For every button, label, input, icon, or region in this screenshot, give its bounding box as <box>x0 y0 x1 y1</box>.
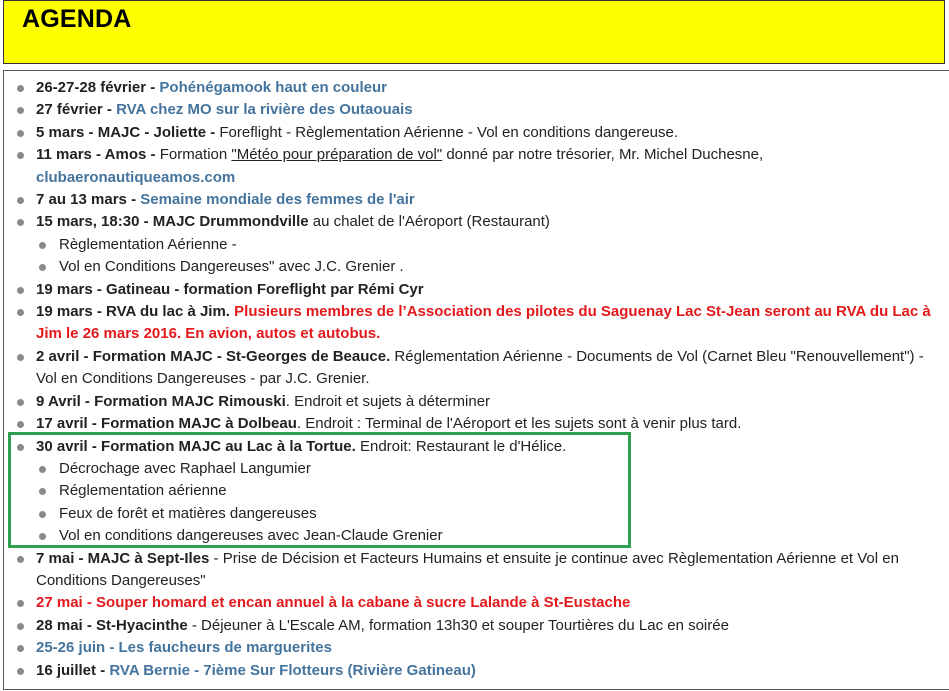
subitem-text: Vol en Conditions Dangereuses" avec J.C. Grenier . <box>59 258 404 276</box>
subitem-text: Feux de forêt et matières dangereuses <box>59 504 317 522</box>
event-link[interactable]: clubaeronautiqueamos.com <box>36 168 236 186</box>
subitem-text: Décrochage avec Raphael Langumier <box>59 459 311 477</box>
agenda-subitem <box>4 458 949 480</box>
event-link[interactable]: Semaine mondiale des femmes de l'air <box>140 191 415 209</box>
agenda-item <box>4 279 949 301</box>
bullet-icon <box>17 107 24 114</box>
agenda-item <box>4 413 949 435</box>
subitem-text: Règlementation Aérienne - <box>59 235 237 253</box>
agenda-item <box>4 122 949 144</box>
event-alert: Plusieurs membres de l’Association des pilotes du Saguenay Lac St-Jean seront au RVA du Lac à <box>229 303 931 321</box>
agenda-item <box>4 592 949 614</box>
agenda-item <box>4 301 949 346</box>
event-details: au chalet de l'Aéroport (Restaurant) <box>308 213 550 231</box>
agenda-list <box>4 77 949 682</box>
bullet-icon <box>17 130 24 137</box>
separator: - <box>126 191 141 209</box>
bullet-icon <box>17 287 24 294</box>
bullet-icon <box>17 444 24 451</box>
event-alert: 27 mai - Souper homard et encan annuel à la cabane à sucre Lalande à St-Eustache <box>36 594 631 612</box>
bullet-icon <box>17 623 24 630</box>
agenda-subitem <box>4 525 949 547</box>
event-link[interactable]: RVA chez MO sur la rivière des Outaouais <box>116 101 413 119</box>
event-details: Foreflight - Règlementation Aérienne - Vol en conditions dangereuse. <box>219 123 679 141</box>
event-alert: Jim le 26 mars 2016. En avion, autos et autobus. <box>36 325 381 343</box>
event-details: . Endroit et sujets à déterminer <box>285 392 491 410</box>
bullet-icon <box>17 668 24 675</box>
agenda-subitem <box>4 234 949 256</box>
event-date: 26-27-28 février <box>36 79 147 96</box>
event-doc-link[interactable]: "Météo pour préparation de vol" <box>231 146 443 164</box>
event-details: Vol en Conditions Dangereuses - par J.C. Grenier. <box>36 370 370 388</box>
agenda-subitem <box>4 256 949 278</box>
event-date: 19 mars - RVA du lac à Jim. <box>36 303 230 321</box>
event-date: 7 au 13 mars <box>36 191 127 209</box>
event-date: 30 avril - Formation MAJC au Lac à la Tortue. <box>36 437 356 455</box>
agenda-item <box>4 436 949 458</box>
bullet-icon <box>17 600 24 607</box>
separator: - <box>96 661 110 679</box>
bullet-icon <box>39 533 46 540</box>
agenda-item <box>4 99 949 121</box>
event-date: 5 mars - MAJC - Joliette <box>36 123 207 141</box>
agenda-subitem <box>4 503 949 525</box>
agenda-item <box>4 77 949 99</box>
agenda-item <box>4 637 949 659</box>
separator: - <box>146 146 160 164</box>
event-details: . Endroit : Terminal de l'Aéroport et les sujets sont à venir plus tard. <box>296 415 742 433</box>
event-date: 9 Avril - Formation MAJC Rimouski <box>36 392 286 410</box>
bullet-icon <box>17 197 24 204</box>
agenda-item <box>4 615 949 637</box>
bullet-icon <box>17 354 24 361</box>
agenda-item <box>4 660 949 682</box>
bullet-icon <box>39 242 46 249</box>
event-date: 27 février <box>36 101 103 119</box>
event-details: Réglementation Aérienne - Documents de Vol (Carnet Bleu "Renouvellement") - <box>390 347 924 365</box>
event-details: - Prise de Décision et Facteurs Humains et ensuite je continue avec Règlementation Aérienne et Vol en <box>209 549 899 567</box>
agenda-item <box>4 144 949 189</box>
agenda-header <box>3 0 945 64</box>
bullet-icon <box>17 309 24 316</box>
event-details: donné par notre trésorier, Mr. Michel Duchesne, <box>442 146 764 164</box>
event-date: 28 mai - St-Hyacinthe <box>36 616 188 634</box>
bullet-icon <box>17 152 24 159</box>
page-title: AGENDA <box>22 5 132 33</box>
separator: - <box>206 123 220 141</box>
bullet-icon <box>17 421 24 428</box>
bullet-icon <box>17 219 24 226</box>
event-date: 11 mars - Amos <box>36 146 147 164</box>
bullet-icon <box>17 645 24 652</box>
bullet-icon <box>39 488 46 495</box>
agenda-panel <box>3 70 949 690</box>
agenda-item <box>4 189 949 211</box>
separator: - <box>102 101 117 119</box>
event-link[interactable]: 25-26 juin - Les faucheurs de marguerites <box>36 639 332 657</box>
agenda-item <box>4 391 949 413</box>
subitem-text: Vol en conditions dangereuses avec Jean-Claude Grenier <box>59 527 443 545</box>
bullet-icon <box>39 466 46 473</box>
event-date: 17 avril - Formation MAJC à Dolbeau <box>36 415 297 433</box>
subitem-text: Réglementation aérienne <box>59 482 227 500</box>
bullet-icon <box>39 511 46 518</box>
bullet-icon <box>17 556 24 563</box>
event-details: Conditions Dangereuses" <box>36 571 206 589</box>
bullet-icon <box>17 85 24 92</box>
event-date: 16 juillet <box>36 661 97 679</box>
event-date: 2 avril - Formation MAJC - St-Georges de Beauce. <box>36 347 391 365</box>
bullet-icon <box>39 264 46 271</box>
event-date: 19 mars - Gatineau - formation Foreflight par Rémi Cyr <box>36 280 424 298</box>
agenda-item <box>4 211 949 233</box>
agenda-item <box>4 548 949 593</box>
agenda-subitem <box>4 480 949 502</box>
event-link[interactable]: RVA Bernie - 7ième Sur Flotteurs (Rivière Gatineau) <box>109 661 476 679</box>
event-details: - Déjeuner à L'Escale AM, formation 13h30 et souper Tourtières du Lac en soirée <box>187 616 729 634</box>
bullet-icon <box>17 399 24 406</box>
agenda-item <box>4 346 949 391</box>
event-details: Endroit: Restaurant le d'Hélice. <box>355 437 567 455</box>
event-date: 15 mars, 18:30 - MAJC Drummondville <box>36 213 309 231</box>
event-date: 7 mai - MAJC à Sept-Iles <box>36 549 210 567</box>
event-link[interactable]: Pohénégamook haut en couleur <box>159 79 387 96</box>
event-details: Formation <box>159 146 232 164</box>
separator: - <box>146 79 160 96</box>
